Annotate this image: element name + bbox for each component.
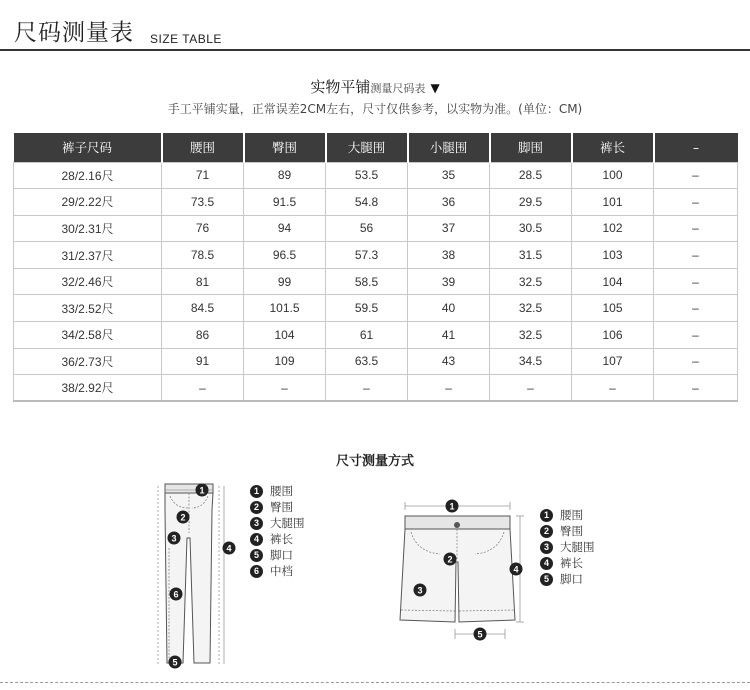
legend-label: 腰围 xyxy=(270,484,293,498)
measurement-cell: – xyxy=(408,375,490,402)
svg-text:4: 4 xyxy=(513,564,519,575)
measurement-cell: 28.5 xyxy=(490,162,572,189)
measurement-cell: – xyxy=(654,189,738,216)
measurement-cell: 39 xyxy=(408,268,490,295)
svg-text:4: 4 xyxy=(226,543,232,554)
measurement-cell: 109 xyxy=(244,348,326,375)
number-badge-icon: 1 xyxy=(250,485,263,498)
number-badge-icon: 5 xyxy=(250,549,263,562)
svg-text:3: 3 xyxy=(417,585,423,596)
measurement-cell: 96.5 xyxy=(244,242,326,269)
measurement-cell: 105 xyxy=(572,295,654,322)
size-cell: 31/2.37尺 xyxy=(14,242,162,269)
svg-text:6: 6 xyxy=(173,589,179,600)
legend-item xyxy=(540,523,595,539)
number-badge-icon: 2 xyxy=(540,525,553,538)
legend-label: 脚口 xyxy=(560,572,583,586)
shorts-legend xyxy=(540,507,595,587)
number-badge-icon: 6 xyxy=(250,565,263,578)
measurement-cell: 101 xyxy=(572,189,654,216)
number-badge-icon: 4 xyxy=(250,533,263,546)
measurement-cell: 32.5 xyxy=(490,295,572,322)
pants-diagram xyxy=(150,478,245,673)
legend-item xyxy=(540,555,595,571)
measurement-cell: 94 xyxy=(244,215,326,242)
measure-marker xyxy=(177,511,190,524)
legend-item xyxy=(250,531,305,547)
legend-item xyxy=(250,547,305,563)
measure-marker xyxy=(414,584,427,597)
measurement-cell: – xyxy=(162,375,244,402)
number-badge-icon: 4 xyxy=(540,557,553,570)
legend-label: 裤长 xyxy=(560,556,583,570)
legend-item xyxy=(540,539,595,555)
legend-label: 臀围 xyxy=(270,500,293,514)
number-badge-icon: 3 xyxy=(540,541,553,554)
measure-marker xyxy=(223,542,236,555)
measurement-cell: 73.5 xyxy=(162,189,244,216)
measurement-cell: 59.5 xyxy=(326,295,408,322)
measurement-cell: 36 xyxy=(408,189,490,216)
legend-item xyxy=(250,483,305,499)
legend-item xyxy=(250,499,305,515)
measurement-cell: – xyxy=(654,242,738,269)
measurement-cell: 91.5 xyxy=(244,189,326,216)
legend-label: 臀围 xyxy=(560,524,583,538)
table-row xyxy=(14,215,738,242)
down-triangle-icon: ▼ xyxy=(430,81,440,95)
measurement-cell: – xyxy=(654,268,738,295)
table-row xyxy=(14,242,738,269)
measure-marker xyxy=(474,628,487,641)
svg-text:5: 5 xyxy=(477,629,483,640)
measurement-cell: – xyxy=(654,215,738,242)
svg-text:2: 2 xyxy=(180,512,186,523)
page-title: 尺码测量表 xyxy=(14,20,134,46)
column-header: 小腿围 xyxy=(408,133,490,162)
measurement-cell: 61 xyxy=(326,322,408,349)
measurement-cell: 102 xyxy=(572,215,654,242)
measurement-cell: 30.5 xyxy=(490,215,572,242)
measure-marker xyxy=(168,532,181,545)
measurement-cell: 38 xyxy=(408,242,490,269)
size-cell: 29/2.22尺 xyxy=(14,189,162,216)
header-divider xyxy=(0,49,750,51)
legend-item xyxy=(540,571,595,587)
size-cell: 38/2.92尺 xyxy=(14,375,162,402)
table-row xyxy=(14,322,738,349)
column-header: 大腿围 xyxy=(326,133,408,162)
svg-text:1: 1 xyxy=(449,501,455,512)
measure-marker xyxy=(196,484,209,497)
measurement-cell: 56 xyxy=(326,215,408,242)
measurement-cell: 63.5 xyxy=(326,348,408,375)
number-badge-icon: 1 xyxy=(540,509,553,522)
measurement-cell: 31.5 xyxy=(490,242,572,269)
svg-text:2: 2 xyxy=(447,554,453,565)
measure-marker xyxy=(170,588,183,601)
column-header: 腰围 xyxy=(162,133,244,162)
measurement-cell: 54.8 xyxy=(326,189,408,216)
table-header-row xyxy=(14,133,738,162)
svg-text:1: 1 xyxy=(199,485,205,496)
measurement-cell: 84.5 xyxy=(162,295,244,322)
table-subtitle xyxy=(0,76,750,97)
legend-label: 脚口 xyxy=(270,548,293,562)
measurement-cell: 107 xyxy=(572,348,654,375)
measurement-cell: 58.5 xyxy=(326,268,408,295)
legend-label: 大腿围 xyxy=(560,540,595,554)
number-badge-icon: 3 xyxy=(250,517,263,530)
measure-marker xyxy=(169,656,182,669)
legend-label: 中档 xyxy=(270,564,293,578)
measurement-cell: – xyxy=(654,375,738,402)
size-cell: 28/2.16尺 xyxy=(14,162,162,189)
column-header: 脚围 xyxy=(490,133,572,162)
measurement-cell: 104 xyxy=(572,268,654,295)
legend-label: 裤长 xyxy=(270,532,293,546)
size-cell: 33/2.52尺 xyxy=(14,295,162,322)
table-body xyxy=(14,162,738,401)
legend-item xyxy=(540,507,595,523)
measurement-cell: 29.5 xyxy=(490,189,572,216)
legend-label: 腰围 xyxy=(560,508,583,522)
size-cell: 34/2.58尺 xyxy=(14,322,162,349)
measurement-note: 手工平铺实量，正常误差2CM左右，尺寸仅供参考，以实物为准。(单位：CM) xyxy=(167,102,583,116)
measurement-cell: 103 xyxy=(572,242,654,269)
table-row xyxy=(14,348,738,375)
measurement-cell: – xyxy=(326,375,408,402)
button-icon xyxy=(454,522,460,528)
number-badge-icon: 2 xyxy=(250,501,263,514)
measurement-cell: – xyxy=(654,295,738,322)
measurement-cell: 57.3 xyxy=(326,242,408,269)
measurement-cell: 101.5 xyxy=(244,295,326,322)
measurement-cell: 81 xyxy=(162,268,244,295)
table-row xyxy=(14,295,738,322)
measurement-cell: – xyxy=(654,348,738,375)
table-row xyxy=(14,189,738,216)
measurement-cell: 41 xyxy=(408,322,490,349)
measure-marker xyxy=(444,553,457,566)
measure-marker xyxy=(510,563,523,576)
shorts-body xyxy=(400,529,515,622)
measurement-cell: 32.5 xyxy=(490,322,572,349)
size-table xyxy=(13,133,738,402)
shorts-diagram xyxy=(385,492,530,652)
legend-item xyxy=(250,515,305,531)
pants-legend xyxy=(250,483,305,579)
measurement-cell: 40 xyxy=(408,295,490,322)
table-row xyxy=(14,162,738,189)
measure-marker xyxy=(446,500,459,513)
size-cell: 32/2.46尺 xyxy=(14,268,162,295)
measurement-cell: 43 xyxy=(408,348,490,375)
measurement-cell: 37 xyxy=(408,215,490,242)
measurement-cell: 78.5 xyxy=(162,242,244,269)
measurement-cell: – xyxy=(654,162,738,189)
measurement-cell: – xyxy=(490,375,572,402)
measurement-cell: 53.5 xyxy=(326,162,408,189)
measurement-cell: – xyxy=(244,375,326,402)
bottom-divider xyxy=(0,682,750,683)
measurement-cell: 100 xyxy=(572,162,654,189)
number-badge-icon: 5 xyxy=(540,573,553,586)
measurement-cell: 71 xyxy=(162,162,244,189)
column-header: – xyxy=(654,133,738,162)
measurement-cell: – xyxy=(572,375,654,402)
measurement-cell: 34.5 xyxy=(490,348,572,375)
subtitle-small: 测量尺码表 xyxy=(370,82,426,95)
size-cell: 30/2.31尺 xyxy=(14,215,162,242)
column-header: 臀围 xyxy=(244,133,326,162)
size-cell: 36/2.73尺 xyxy=(14,348,162,375)
page-header xyxy=(0,0,750,52)
column-header: 裤子尺码 xyxy=(14,133,162,162)
measurement-cell: 106 xyxy=(572,322,654,349)
legend-label: 大腿围 xyxy=(270,516,305,530)
measurement-cell: – xyxy=(654,322,738,349)
measurement-cell: 104 xyxy=(244,322,326,349)
measure-section-title: 尺寸测量方式 xyxy=(335,454,414,469)
measurement-cell: 76 xyxy=(162,215,244,242)
measurement-cell: 35 xyxy=(408,162,490,189)
subtitle-main: 实物平铺 xyxy=(310,78,371,96)
measurement-cell: 86 xyxy=(162,322,244,349)
svg-text:3: 3 xyxy=(171,533,177,544)
page-title-en: SIZE TABLE xyxy=(150,32,222,46)
svg-text:5: 5 xyxy=(172,657,178,668)
table-row xyxy=(14,268,738,295)
table-row xyxy=(14,375,738,402)
measurement-cell: 91 xyxy=(162,348,244,375)
measurement-cell: 99 xyxy=(244,268,326,295)
measurement-cell: 32.5 xyxy=(490,268,572,295)
legend-item xyxy=(250,563,305,579)
column-header: 裤长 xyxy=(572,133,654,162)
measurement-cell: 89 xyxy=(244,162,326,189)
